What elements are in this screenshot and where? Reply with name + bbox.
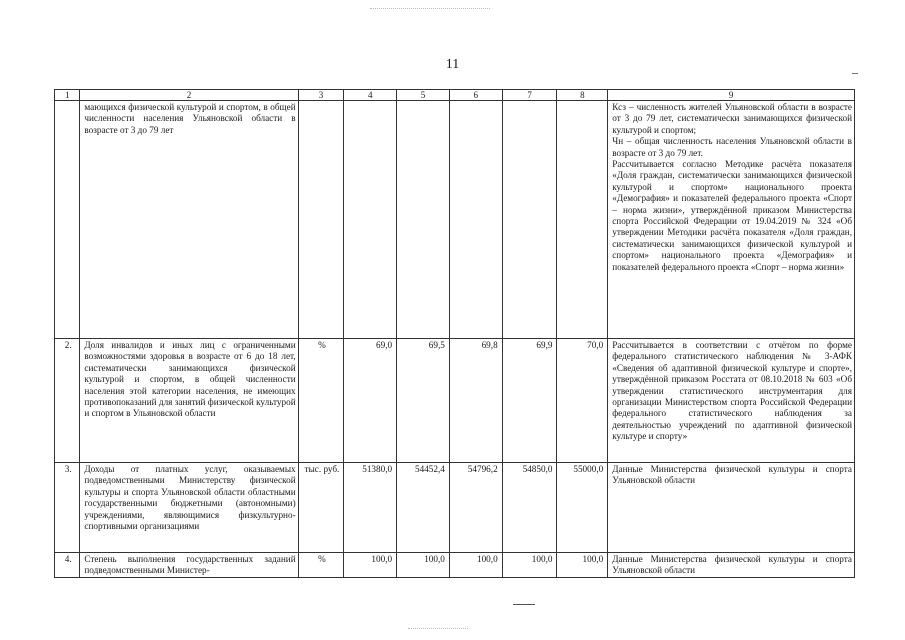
method-cell (608, 101, 855, 339)
method-paragraph: Чн – общая численность населения Ульяновской области в возрасте от 3 до 79 лет. (612, 136, 852, 158)
method-cell (608, 553, 855, 578)
indicator-name: мающихся физической культурой и спортом, в общей численности населения Ульяновской области в возрасте от 3 до 79 лет (80, 101, 298, 339)
row-number: 2. (55, 339, 80, 463)
value-cell: 69,9 (502, 339, 557, 463)
value-cell: 54796,2 (449, 463, 502, 553)
value-cell (449, 101, 502, 339)
column-header: 2 (80, 90, 298, 101)
method-cell (608, 339, 855, 463)
row-number: 3. (55, 463, 80, 553)
method-paragraph: Ксз – численность жителей Ульяновской области в возрасте от 3 до 79 лет, систематически занимающихся физической культурой и спортом; (612, 102, 852, 135)
table-row (55, 339, 855, 463)
indicator-name: Доля инвалидов и иных лиц с ограниченными возможностями здоровья в возрасте от 6 до 18 лет, систематически занимающихся физической культурой и спортом, в общей численности населения этой категории населения, не имеющих противопоказаний для занятий физической культурой и спортом в Ульяновской области (80, 339, 298, 463)
scan-artifact-bottom (408, 628, 468, 630)
value-cell (557, 101, 608, 339)
unit-cell: % (298, 553, 344, 578)
value-cell: 69,8 (449, 339, 502, 463)
column-header: 3 (298, 90, 344, 101)
unit-cell: тыс. руб. (298, 463, 344, 553)
column-header: 6 (449, 90, 502, 101)
method-paragraph: Рассчитывается в соответствии с отчётом по форме федерального статистического наблюдения № 3-АФК «Сведения об адаптивной физической культуре и спорте», утверждённой приказом Росстата от 08.10.2018 № 603 «Об утверждении статистического инструментария для организации Министерством спорта Российской Федерации федерального статистического наблюдения за деятельностью учреждений по адаптивной физической культуре и спорту» (612, 340, 852, 442)
value-cell: 100,0 (397, 553, 450, 578)
unit-cell: % (298, 339, 344, 463)
column-header: 1 (55, 90, 80, 101)
scan-artifact-top (370, 8, 490, 10)
table-row (55, 463, 855, 553)
scan-mark (852, 73, 858, 74)
indicators-table (54, 89, 855, 578)
value-cell: 51380,0 (344, 463, 397, 553)
method-paragraph: Данные Министерства физической культуры и спорта Ульяновской области (612, 554, 852, 576)
column-header: 5 (397, 90, 450, 101)
value-cell: 70,0 (557, 339, 608, 463)
table-row (55, 553, 855, 578)
column-header: 8 (557, 90, 608, 101)
column-header: 4 (344, 90, 397, 101)
row-number: 4. (55, 553, 80, 578)
value-cell (397, 101, 450, 339)
value-cell: 69,0 (344, 339, 397, 463)
indicator-name: Доходы от платных услуг, оказываемых подведомственными Министерству физической культуры и спорта Ульяновской области областными государственными бюджетными (автономными) учреждениями, являющимися физкультурно-спортивными организациями (80, 463, 298, 553)
scan-mark (513, 604, 535, 605)
value-cell: 69,5 (397, 339, 450, 463)
method-paragraph: Данные Министерства физической культуры и спорта Ульяновской области (612, 464, 852, 486)
value-cell: 54850,0 (502, 463, 557, 553)
value-cell: 55000,0 (557, 463, 608, 553)
page-number: 11 (445, 57, 460, 72)
column-header: 7 (502, 90, 557, 101)
method-paragraph: Рассчитывается согласно Методике расчёта показателя «Доля граждан, систематически занимающихся физической культурой и спортом» национального проекта «Демография» и показателей федерального проекта «Спорт – норма жизни», утверждённой приказом Министерства спорта Российской Федерации от 19.04.2019 № 324 «Об утверждении Методики расчёта показателя «Доля граждан, систематически занимающихся физической культурой и спортом» национального проекта «Демография» и показателей федерального проекта «Спорт – норма жизни» (612, 159, 852, 272)
value-cell: 100,0 (502, 553, 557, 578)
value-cell: 100,0 (344, 553, 397, 578)
method-cell (608, 463, 855, 553)
value-cell: 100,0 (449, 553, 502, 578)
value-cell: 100,0 (557, 553, 608, 578)
value-cell (502, 101, 557, 339)
value-cell (344, 101, 397, 339)
value-cell: 54452,4 (397, 463, 450, 553)
unit-cell (298, 101, 344, 339)
column-header: 9 (608, 90, 855, 101)
indicator-name: Степень выполнения государственных заданий подведомственными Министер- (80, 553, 298, 578)
table-row (55, 101, 855, 339)
row-number (55, 101, 80, 339)
column-header-row (55, 90, 855, 101)
